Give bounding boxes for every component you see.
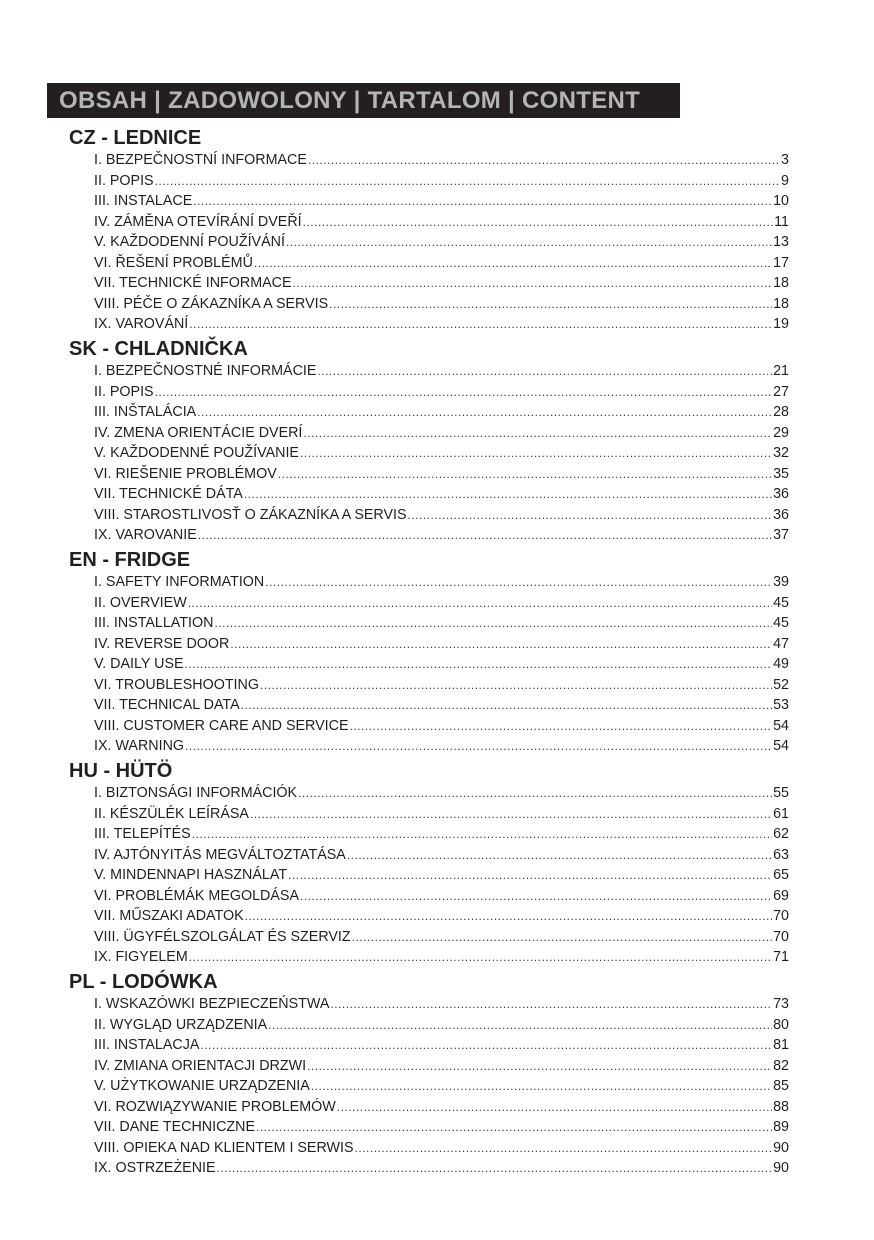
toc-entry[interactable] (69, 464, 789, 485)
dot-leader (189, 314, 772, 335)
toc-entry-title: VIII. PÉČE O ZÁKAZNÍKA A SERVIS (94, 295, 329, 312)
toc-entry-page-number: 3 (781, 152, 789, 168)
dot-leader (185, 736, 772, 757)
dot-leader (307, 1056, 772, 1077)
toc-entry-title: IX. VAROVÁNÍ (94, 316, 189, 332)
toc-entry-title: IV. REVERSE DOOR (94, 635, 230, 652)
toc-entry[interactable] (69, 736, 789, 757)
dot-leader (286, 232, 772, 253)
toc-entry-title: II. WYGLĄD URZĄDZENIA (94, 1016, 268, 1033)
toc-entry-page-number: 28 (773, 404, 789, 420)
toc-entry[interactable] (69, 505, 789, 526)
toc-entry-page-number: 55 (773, 785, 789, 801)
toc-entry[interactable] (69, 423, 789, 444)
toc-entry[interactable] (69, 634, 789, 655)
toc-entry[interactable] (69, 572, 789, 593)
toc-entry-page-number: 81 (773, 1037, 789, 1053)
toc-entry-title: II. OVERVIEW (94, 594, 187, 611)
toc-entry[interactable] (69, 253, 789, 274)
dot-leader (200, 1035, 772, 1056)
contents-banner (47, 83, 680, 118)
toc-entry[interactable] (69, 906, 789, 927)
toc-entry[interactable] (69, 716, 789, 737)
toc-entry[interactable] (69, 1035, 789, 1056)
toc-entry-title: IX. VAROVANIE (94, 527, 197, 543)
dot-leader (293, 273, 773, 294)
toc-entry[interactable] (69, 443, 789, 464)
toc-entry-page-number: 89 (773, 1119, 789, 1135)
toc-entry-page-number: 10 (773, 193, 789, 209)
toc-entry-page-number: 49 (773, 656, 789, 672)
dot-leader (214, 613, 772, 634)
toc-entry-page-number: 88 (773, 1098, 789, 1115)
toc-entry-title: I. WSKAZÓWKI BEZPIECZEŃSTWA (94, 996, 330, 1012)
toc-entry-title: V. KAŽDODENNÍ POUŽÍVÁNÍ (94, 234, 285, 250)
toc-section-cz (69, 127, 789, 338)
toc-entry[interactable] (69, 593, 789, 614)
toc-entry-page-number: 90 (773, 1160, 789, 1176)
dot-leader (317, 361, 772, 382)
toc-entry-title: III. INŠTALÁCIA (94, 404, 197, 420)
toc-entry-page-number: 54 (773, 738, 789, 754)
dot-leader (347, 845, 772, 866)
toc-entry-page-number: 47 (773, 635, 789, 652)
toc-entry[interactable] (69, 613, 789, 634)
toc-entry-title: VI. ŘEŠENÍ PROBLÉMŮ (94, 254, 253, 271)
toc-entry-page-number: 62 (773, 826, 789, 842)
dot-leader (185, 654, 773, 675)
toc-entry-title: IV. ZMENA ORIENTÁCIE DVERÍ (94, 424, 303, 441)
toc-entry-page-number: 45 (773, 615, 789, 631)
toc-entry-page-number: 82 (773, 1057, 789, 1074)
dot-leader (155, 171, 780, 192)
toc-entry-title: I. BEZPEČNOSTNÉ INFORMÁCIE (94, 363, 317, 379)
dot-leader (330, 994, 772, 1015)
toc-entry-page-number: 36 (773, 486, 789, 502)
toc-entry[interactable] (69, 294, 789, 315)
toc-entry-page-number: 63 (773, 846, 789, 863)
toc-entry-page-number: 18 (773, 295, 789, 312)
toc-entry[interactable] (69, 171, 789, 192)
toc-entry-title: VII. TECHNICKÉ INFORMACE (94, 275, 292, 291)
toc-entry-page-number: 80 (773, 1016, 789, 1033)
toc-entry-title: V. KAŽDODENNÉ POUŽÍVANIE (94, 445, 299, 461)
toc-entry-title: VIII. ÜGYFÉLSZOLGÁLAT ÉS SZERVIZ (94, 928, 351, 945)
section-heading: EN - FRIDGE (69, 549, 191, 571)
toc-entry-page-number: 53 (773, 697, 789, 713)
toc-entry[interactable] (69, 1015, 789, 1036)
toc-entry-title: V. DAILY USE (94, 656, 184, 672)
dot-leader (355, 1138, 773, 1159)
page-title: OBSAH | ZADOWOLONY | TARTALOM | CONTENT (59, 87, 641, 114)
toc-entry[interactable] (69, 654, 789, 675)
toc-entry-page-number: 69 (773, 887, 789, 904)
dot-leader (298, 783, 772, 804)
toc-entry-page-number: 61 (773, 805, 789, 822)
toc-entry-page-number: 90 (773, 1139, 789, 1156)
dot-leader (241, 695, 772, 716)
toc-entry[interactable] (69, 994, 789, 1015)
toc-entry-page-number: 13 (773, 234, 789, 250)
toc-entry[interactable] (69, 402, 789, 423)
toc-entry-page-number: 37 (773, 527, 789, 543)
section-heading: CZ - LEDNICE (69, 127, 202, 149)
toc-entry[interactable] (69, 804, 789, 825)
toc-entry-page-number: 45 (773, 594, 789, 611)
toc-entry[interactable] (69, 314, 789, 335)
toc-entry-page-number: 29 (773, 424, 789, 441)
toc-section-en (69, 549, 789, 760)
toc-entry-page-number: 52 (773, 676, 789, 693)
dot-leader (217, 1158, 773, 1179)
toc-entry-page-number: 73 (773, 996, 789, 1012)
dot-leader (256, 1117, 772, 1138)
dot-leader (268, 1015, 772, 1036)
section-heading: PL - LODÓWKA (69, 971, 218, 993)
dot-leader (303, 423, 772, 444)
toc-entry-page-number: 36 (773, 506, 789, 523)
toc-entry-page-number: 11 (774, 213, 789, 230)
table-of-contents (69, 127, 789, 1182)
toc-entry-title: I. BIZTONSÁGI INFORMÁCIÓK (94, 785, 298, 801)
toc-entry-title: IV. ZÁMĚNA OTEVÍRÁNÍ DVEŘÍ (94, 213, 302, 230)
toc-entry-page-number: 32 (773, 445, 789, 461)
toc-entry-title: VI. ROZWIĄZYWANIE PROBLEMÓW (94, 1098, 336, 1115)
toc-entry[interactable] (69, 886, 789, 907)
toc-entry[interactable] (69, 273, 789, 294)
toc-entry-page-number: 17 (773, 254, 789, 271)
toc-entry[interactable] (69, 845, 789, 866)
toc-entry-title: IX. WARNING (94, 738, 185, 754)
toc-entry-title: VI. TROUBLESHOOTING (94, 676, 259, 693)
dot-leader (250, 804, 772, 825)
toc-entry-title: V. UŻYTKOWANIE URZĄDZENIA (94, 1078, 310, 1094)
toc-entry-title: V. MINDENNAPI HASZNÁLAT (94, 867, 288, 883)
dot-leader (350, 716, 773, 737)
dot-leader (408, 505, 773, 526)
dot-leader (288, 865, 772, 886)
toc-entry-title: VIII. CUSTOMER CARE AND SERVICE (94, 717, 349, 734)
section-heading: SK - CHLADNIČKA (69, 338, 248, 360)
toc-entry-title: II. POPIS (94, 383, 154, 400)
toc-section-pl (69, 971, 789, 1182)
toc-entry[interactable] (69, 361, 789, 382)
toc-entry[interactable] (69, 1056, 789, 1077)
toc-entry-page-number: 70 (773, 908, 789, 924)
dot-leader (300, 443, 772, 464)
toc-entry-page-number: 27 (773, 383, 789, 400)
toc-entry-page-number: 9 (781, 172, 789, 189)
toc-entry-page-number: 39 (773, 574, 789, 590)
toc-entry[interactable] (69, 695, 789, 716)
toc-entry[interactable] (69, 1076, 789, 1097)
dot-leader (337, 1097, 772, 1118)
dot-leader (197, 402, 772, 423)
toc-entry-page-number: 71 (773, 949, 789, 965)
toc-entry-title: VII. TECHNICKÉ DÁTA (94, 486, 243, 502)
toc-section-sk (69, 338, 789, 549)
toc-entry-title: II. POPIS (94, 172, 154, 189)
dot-leader (193, 191, 772, 212)
toc-entry-title: VII. TECHNICAL DATA (94, 697, 240, 713)
toc-entry[interactable] (69, 1097, 789, 1118)
toc-entry-title: VIII. OPIEKA NAD KLIENTEM I SERWIS (94, 1139, 354, 1156)
dot-leader (188, 593, 772, 614)
dot-leader (265, 572, 772, 593)
dot-leader (192, 824, 772, 845)
toc-entry-title: I. BEZPEČNOSTNÍ INFORMACE (94, 152, 307, 168)
toc-entry[interactable] (69, 1117, 789, 1138)
dot-leader (230, 634, 772, 655)
dot-leader (260, 675, 772, 696)
toc-entry-page-number: 54 (773, 717, 789, 734)
toc-entry[interactable] (69, 484, 789, 505)
toc-entry-title: III. INSTALLATION (94, 615, 214, 631)
toc-entry[interactable] (69, 824, 789, 845)
dot-leader (155, 382, 773, 403)
toc-entry-title: VI. PROBLÉMÁK MEGOLDÁSA (94, 887, 299, 904)
toc-entry-title: III. INSTALACJA (94, 1037, 200, 1053)
dot-leader (329, 294, 772, 315)
toc-entry-page-number: 70 (773, 928, 789, 945)
toc-entry-title: IX. FIGYELEM (94, 949, 188, 965)
toc-entry-title: III. TELEPÍTÉS (94, 826, 191, 842)
toc-entry-title: VIII. STAROSTLIVOSŤ O ZÁKAZNÍKA A SERVIS (94, 506, 407, 523)
toc-entry-title: VII. DANE TECHNICZNE (94, 1119, 255, 1135)
toc-entry-title: VII. MŰSZAKI ADATOK (94, 908, 244, 924)
toc-entry[interactable] (69, 865, 789, 886)
toc-entry[interactable] (69, 191, 789, 212)
dot-leader (303, 212, 774, 233)
toc-section-hu (69, 760, 789, 971)
toc-entry[interactable] (69, 675, 789, 696)
toc-entry-page-number: 19 (773, 316, 789, 332)
toc-entry[interactable] (69, 1158, 789, 1179)
toc-entry-page-number: 18 (773, 275, 789, 291)
toc-entry-page-number: 35 (773, 465, 789, 482)
toc-entry[interactable] (69, 947, 789, 968)
toc-entry[interactable] (69, 382, 789, 403)
toc-entry-title: I. SAFETY INFORMATION (94, 574, 265, 590)
toc-entry-title: III. INSTALACE (94, 193, 193, 209)
dot-leader (189, 947, 772, 968)
dot-leader (300, 886, 772, 907)
toc-entry-page-number: 85 (773, 1078, 789, 1094)
toc-entry[interactable] (69, 525, 789, 546)
dot-leader (308, 150, 780, 171)
toc-entry[interactable] (69, 927, 789, 948)
dot-leader (245, 906, 772, 927)
dot-leader (311, 1076, 772, 1097)
dot-leader (278, 464, 772, 485)
toc-entry-title: VI. RIEŠENIE PROBLÉMOV (94, 465, 277, 482)
toc-entry[interactable] (69, 783, 789, 804)
toc-entry[interactable] (69, 232, 789, 253)
dot-leader (198, 525, 772, 546)
toc-entry-page-number: 65 (773, 867, 789, 883)
toc-entry-title: IV. AJTÓNYITÁS MEGVÁLTOZTATÁSA (94, 846, 346, 863)
dot-leader (244, 484, 772, 505)
toc-entry-page-number: 21 (773, 363, 789, 379)
toc-entry-title: IV. ZMIANA ORIENTACJI DRZWI (94, 1057, 307, 1074)
toc-entry[interactable] (69, 212, 789, 233)
section-heading: HU - HÜTÖ (69, 760, 173, 782)
toc-entry-title: II. KÉSZÜLÉK LEÍRÁSA (94, 805, 249, 822)
toc-entry[interactable] (69, 1138, 789, 1159)
dot-leader (254, 253, 772, 274)
toc-entry[interactable] (69, 150, 789, 171)
dot-leader (352, 927, 772, 948)
toc-entry-title: IX. OSTRZEŻENIE (94, 1160, 216, 1176)
